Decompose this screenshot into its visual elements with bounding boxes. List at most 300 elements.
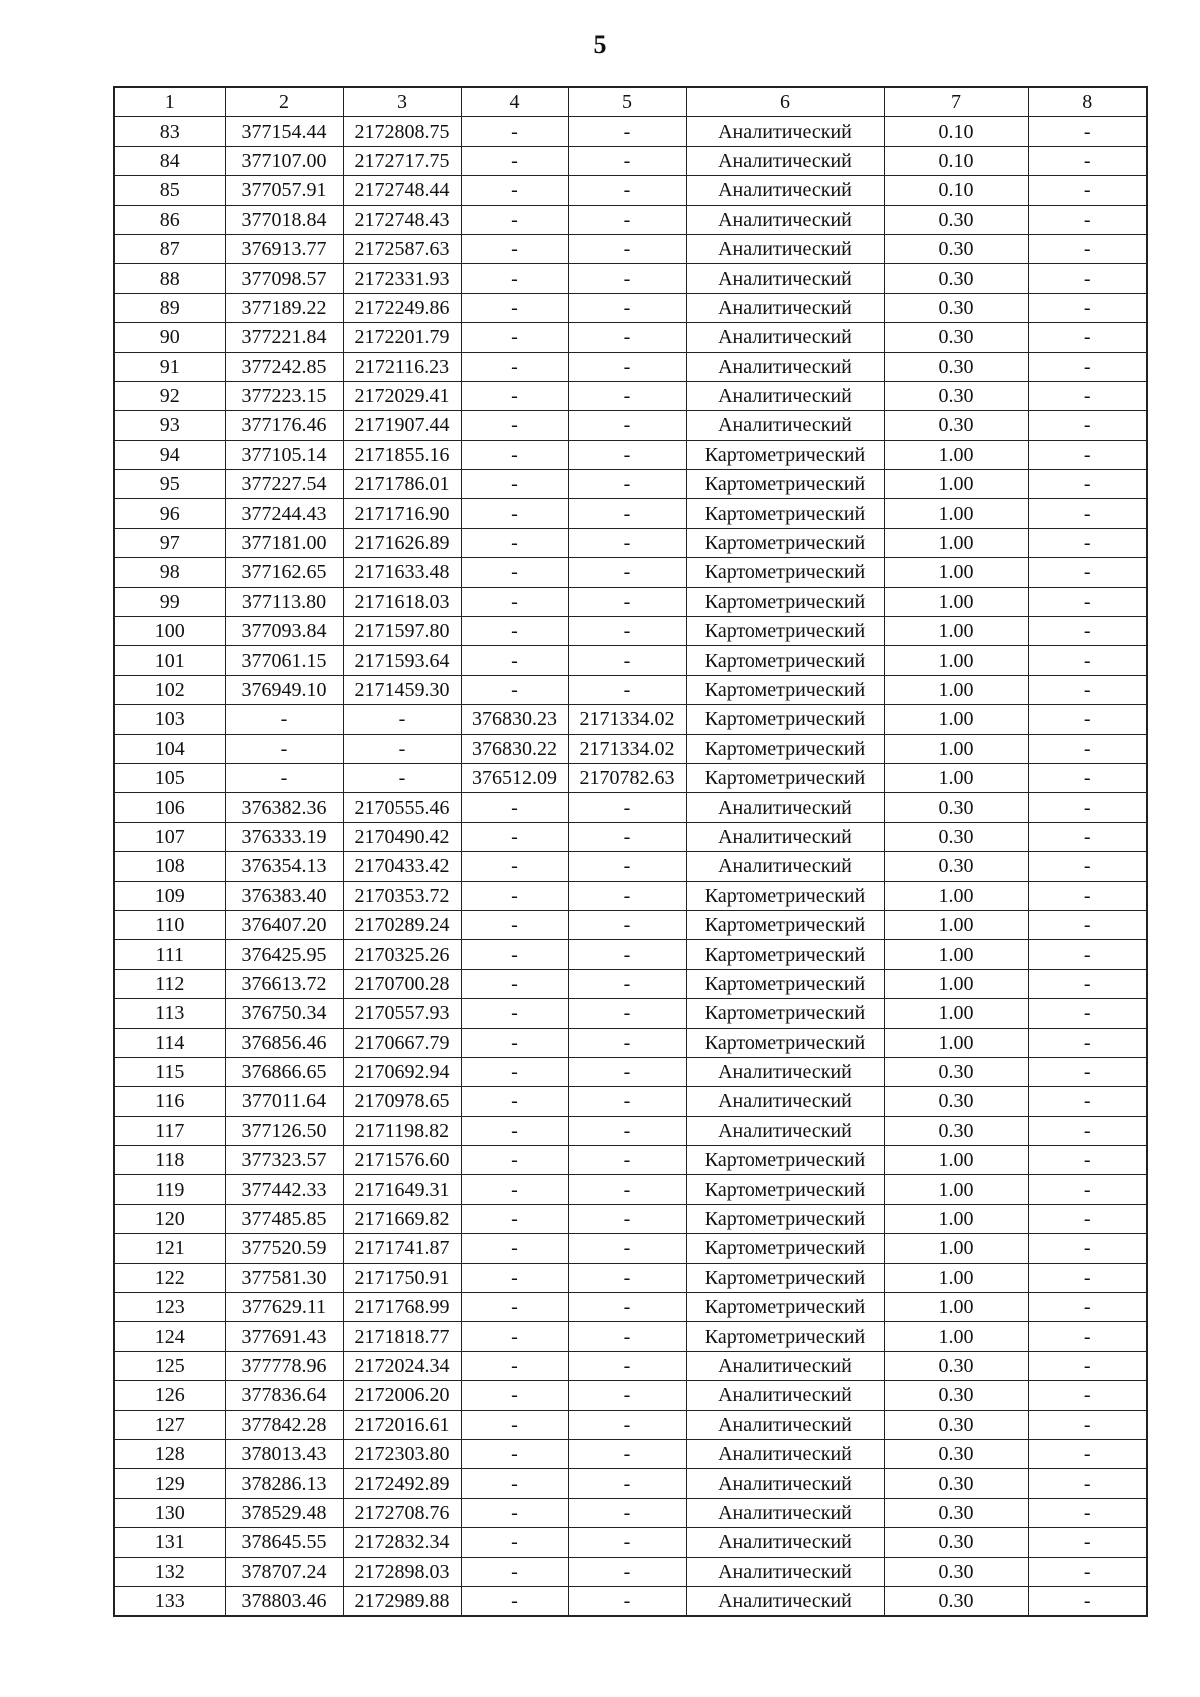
table-row xyxy=(114,852,1147,881)
precision-cell: 0.30 xyxy=(884,1116,1028,1145)
description-cell: - xyxy=(1028,910,1147,939)
point-number-cell: 128 xyxy=(114,1439,225,1468)
method-cell: Аналитический xyxy=(686,822,884,851)
y-coord-cell: 2171716.90 xyxy=(343,499,461,528)
column-header-1: 1 xyxy=(114,87,225,117)
x-alt-coord-cell: - xyxy=(461,852,568,881)
description-cell: - xyxy=(1028,1116,1147,1145)
precision-cell: 1.00 xyxy=(884,675,1028,704)
description-cell: - xyxy=(1028,1351,1147,1380)
description-cell: - xyxy=(1028,470,1147,499)
x-coord-cell: 377836.64 xyxy=(225,1381,343,1410)
table-row xyxy=(114,1528,1147,1557)
precision-cell: 1.00 xyxy=(884,1322,1028,1351)
y-alt-coord-cell: - xyxy=(568,470,686,499)
y-alt-coord-cell: - xyxy=(568,146,686,175)
y-alt-coord-cell: - xyxy=(568,969,686,998)
precision-cell: 1.00 xyxy=(884,470,1028,499)
method-cell: Картометрический xyxy=(686,1146,884,1175)
y-coord-cell: 2172898.03 xyxy=(343,1557,461,1586)
x-alt-coord-cell: - xyxy=(461,1351,568,1380)
precision-cell: 0.30 xyxy=(884,1498,1028,1527)
y-coord-cell: 2171459.30 xyxy=(343,675,461,704)
point-number-cell: 85 xyxy=(114,176,225,205)
precision-cell: 1.00 xyxy=(884,1204,1028,1233)
x-coord-cell: 376866.65 xyxy=(225,1057,343,1086)
point-number-cell: 125 xyxy=(114,1351,225,1380)
point-number-cell: 130 xyxy=(114,1498,225,1527)
table-row xyxy=(114,587,1147,616)
point-number-cell: 106 xyxy=(114,793,225,822)
y-coord-cell: 2170692.94 xyxy=(343,1057,461,1086)
point-number-cell: 133 xyxy=(114,1586,225,1616)
point-number-cell: 126 xyxy=(114,1381,225,1410)
table-row xyxy=(114,176,1147,205)
x-alt-coord-cell: - xyxy=(461,1234,568,1263)
point-number-cell: 83 xyxy=(114,117,225,146)
x-alt-coord-cell: 376830.22 xyxy=(461,734,568,763)
y-coord-cell: 2171633.48 xyxy=(343,558,461,587)
x-coord-cell: 376383.40 xyxy=(225,881,343,910)
method-cell: Аналитический xyxy=(686,852,884,881)
precision-cell: 1.00 xyxy=(884,440,1028,469)
table-row xyxy=(114,1293,1147,1322)
x-alt-coord-cell: - xyxy=(461,558,568,587)
y-alt-coord-cell: - xyxy=(568,323,686,352)
x-alt-coord-cell: - xyxy=(461,1116,568,1145)
point-number-cell: 98 xyxy=(114,558,225,587)
precision-cell: 1.00 xyxy=(884,1175,1028,1204)
table-row xyxy=(114,528,1147,557)
precision-cell: 0.30 xyxy=(884,1528,1028,1557)
y-coord-cell: 2170555.46 xyxy=(343,793,461,822)
x-coord-cell: 377105.14 xyxy=(225,440,343,469)
x-coord-cell: 377842.28 xyxy=(225,1410,343,1439)
point-number-cell: 90 xyxy=(114,323,225,352)
table-row xyxy=(114,440,1147,469)
x-alt-coord-cell: - xyxy=(461,1439,568,1468)
x-coord-cell: - xyxy=(225,705,343,734)
x-coord-cell: 376425.95 xyxy=(225,940,343,969)
x-coord-cell: 377691.43 xyxy=(225,1322,343,1351)
description-cell: - xyxy=(1028,234,1147,263)
point-number-cell: 109 xyxy=(114,881,225,910)
x-coord-cell: 377242.85 xyxy=(225,352,343,381)
point-number-cell: 92 xyxy=(114,381,225,410)
y-coord-cell: - xyxy=(343,734,461,763)
precision-cell: 0.30 xyxy=(884,1439,1028,1468)
y-coord-cell: 2170557.93 xyxy=(343,999,461,1028)
precision-cell: 1.00 xyxy=(884,1028,1028,1057)
table-row xyxy=(114,705,1147,734)
x-alt-coord-cell: - xyxy=(461,793,568,822)
description-cell: - xyxy=(1028,176,1147,205)
y-alt-coord-cell: - xyxy=(568,1116,686,1145)
method-cell: Аналитический xyxy=(686,1498,884,1527)
x-alt-coord-cell: - xyxy=(461,323,568,352)
x-coord-cell: 377485.85 xyxy=(225,1204,343,1233)
table-row xyxy=(114,910,1147,939)
method-cell: Картометрический xyxy=(686,999,884,1028)
description-cell: - xyxy=(1028,1146,1147,1175)
description-cell: - xyxy=(1028,1410,1147,1439)
y-alt-coord-cell: - xyxy=(568,1528,686,1557)
table-row xyxy=(114,1586,1147,1616)
x-coord-cell: 378286.13 xyxy=(225,1469,343,1498)
table-row xyxy=(114,352,1147,381)
method-cell: Аналитический xyxy=(686,146,884,175)
table-row xyxy=(114,617,1147,646)
point-number-cell: 89 xyxy=(114,293,225,322)
method-cell: Картометрический xyxy=(686,1293,884,1322)
table-row xyxy=(114,1351,1147,1380)
x-coord-cell: 377189.22 xyxy=(225,293,343,322)
table-row xyxy=(114,1116,1147,1145)
x-alt-coord-cell: - xyxy=(461,352,568,381)
table-row xyxy=(114,381,1147,410)
y-alt-coord-cell: - xyxy=(568,205,686,234)
y-coord-cell: 2172331.93 xyxy=(343,264,461,293)
x-coord-cell: - xyxy=(225,763,343,792)
precision-cell: 0.30 xyxy=(884,411,1028,440)
y-alt-coord-cell: - xyxy=(568,675,686,704)
point-number-cell: 121 xyxy=(114,1234,225,1263)
method-cell: Аналитический xyxy=(686,1557,884,1586)
x-alt-coord-cell: - xyxy=(461,1028,568,1057)
x-coord-cell: 377223.15 xyxy=(225,381,343,410)
y-coord-cell: 2170353.72 xyxy=(343,881,461,910)
method-cell: Картометрический xyxy=(686,910,884,939)
x-alt-coord-cell: - xyxy=(461,293,568,322)
y-coord-cell: - xyxy=(343,705,461,734)
x-coord-cell: - xyxy=(225,734,343,763)
description-cell: - xyxy=(1028,881,1147,910)
x-coord-cell: 377778.96 xyxy=(225,1351,343,1380)
y-alt-coord-cell: - xyxy=(568,587,686,616)
method-cell: Аналитический xyxy=(686,205,884,234)
x-coord-cell: 377093.84 xyxy=(225,617,343,646)
table-row xyxy=(114,734,1147,763)
y-alt-coord-cell: - xyxy=(568,499,686,528)
method-cell: Картометрический xyxy=(686,440,884,469)
x-coord-cell: 377176.46 xyxy=(225,411,343,440)
method-cell: Аналитический xyxy=(686,411,884,440)
x-coord-cell: 378707.24 xyxy=(225,1557,343,1586)
table-row xyxy=(114,411,1147,440)
precision-cell: 0.30 xyxy=(884,852,1028,881)
description-cell: - xyxy=(1028,1175,1147,1204)
x-alt-coord-cell: - xyxy=(461,969,568,998)
precision-cell: 0.30 xyxy=(884,1586,1028,1616)
precision-cell: 1.00 xyxy=(884,1234,1028,1263)
table-row xyxy=(114,499,1147,528)
description-cell: - xyxy=(1028,558,1147,587)
table-row xyxy=(114,822,1147,851)
y-coord-cell: 2170433.42 xyxy=(343,852,461,881)
table-row xyxy=(114,1146,1147,1175)
method-cell: Аналитический xyxy=(686,323,884,352)
y-alt-coord-cell: 2171334.02 xyxy=(568,734,686,763)
point-number-cell: 95 xyxy=(114,470,225,499)
x-coord-cell: 377227.54 xyxy=(225,470,343,499)
column-header-4: 4 xyxy=(461,87,568,117)
y-alt-coord-cell: - xyxy=(568,1410,686,1439)
x-coord-cell: 377442.33 xyxy=(225,1175,343,1204)
y-alt-coord-cell: - xyxy=(568,999,686,1028)
y-coord-cell: 2171597.80 xyxy=(343,617,461,646)
method-cell: Картометрический xyxy=(686,881,884,910)
y-alt-coord-cell: - xyxy=(568,1439,686,1468)
x-alt-coord-cell: - xyxy=(461,1557,568,1586)
y-coord-cell: 2172116.23 xyxy=(343,352,461,381)
y-coord-cell: 2172748.43 xyxy=(343,205,461,234)
method-cell: Картометрический xyxy=(686,617,884,646)
method-cell: Картометрический xyxy=(686,763,884,792)
x-alt-coord-cell: - xyxy=(461,440,568,469)
point-number-cell: 113 xyxy=(114,999,225,1028)
point-number-cell: 116 xyxy=(114,1087,225,1116)
description-cell: - xyxy=(1028,440,1147,469)
table-row xyxy=(114,1498,1147,1527)
point-number-cell: 100 xyxy=(114,617,225,646)
point-number-cell: 127 xyxy=(114,1410,225,1439)
x-coord-cell: 377162.65 xyxy=(225,558,343,587)
y-alt-coord-cell: - xyxy=(568,381,686,410)
table-row xyxy=(114,1234,1147,1263)
description-cell: - xyxy=(1028,323,1147,352)
y-coord-cell: 2172832.34 xyxy=(343,1528,461,1557)
point-number-cell: 103 xyxy=(114,705,225,734)
x-alt-coord-cell: - xyxy=(461,1204,568,1233)
table-row xyxy=(114,558,1147,587)
y-coord-cell: 2171626.89 xyxy=(343,528,461,557)
table-row xyxy=(114,1057,1147,1086)
precision-cell: 0.30 xyxy=(884,1057,1028,1086)
y-alt-coord-cell: - xyxy=(568,1234,686,1263)
y-coord-cell: 2170667.79 xyxy=(343,1028,461,1057)
y-alt-coord-cell: 2171334.02 xyxy=(568,705,686,734)
description-cell: - xyxy=(1028,1557,1147,1586)
precision-cell: 0.30 xyxy=(884,381,1028,410)
y-coord-cell: 2171818.77 xyxy=(343,1322,461,1351)
point-number-cell: 115 xyxy=(114,1057,225,1086)
point-number-cell: 132 xyxy=(114,1557,225,1586)
coordinates-table xyxy=(113,86,1148,1617)
x-alt-coord-cell: 376830.23 xyxy=(461,705,568,734)
point-number-cell: 120 xyxy=(114,1204,225,1233)
description-cell: - xyxy=(1028,705,1147,734)
description-cell: - xyxy=(1028,852,1147,881)
x-alt-coord-cell: - xyxy=(461,646,568,675)
x-coord-cell: 377629.11 xyxy=(225,1293,343,1322)
y-coord-cell: 2172201.79 xyxy=(343,323,461,352)
x-coord-cell: 378013.43 xyxy=(225,1439,343,1468)
x-coord-cell: 376750.34 xyxy=(225,999,343,1028)
precision-cell: 1.00 xyxy=(884,910,1028,939)
y-coord-cell: 2172024.34 xyxy=(343,1351,461,1380)
y-alt-coord-cell: - xyxy=(568,852,686,881)
y-coord-cell: 2172016.61 xyxy=(343,1410,461,1439)
x-alt-coord-cell: - xyxy=(461,1469,568,1498)
point-number-cell: 84 xyxy=(114,146,225,175)
y-alt-coord-cell: - xyxy=(568,176,686,205)
method-cell: Картометрический xyxy=(686,1263,884,1292)
table-row xyxy=(114,1263,1147,1292)
method-cell: Картометрический xyxy=(686,499,884,528)
y-alt-coord-cell: - xyxy=(568,1263,686,1292)
method-cell: Аналитический xyxy=(686,234,884,263)
method-cell: Картометрический xyxy=(686,1322,884,1351)
x-alt-coord-cell: - xyxy=(461,881,568,910)
method-cell: Аналитический xyxy=(686,1586,884,1616)
y-coord-cell: 2171669.82 xyxy=(343,1204,461,1233)
description-cell: - xyxy=(1028,1293,1147,1322)
precision-cell: 0.10 xyxy=(884,176,1028,205)
y-coord-cell: 2170289.24 xyxy=(343,910,461,939)
y-alt-coord-cell: - xyxy=(568,1469,686,1498)
y-coord-cell: 2171593.64 xyxy=(343,646,461,675)
x-coord-cell: 377098.57 xyxy=(225,264,343,293)
table-row xyxy=(114,205,1147,234)
x-alt-coord-cell: - xyxy=(461,176,568,205)
method-cell: Аналитический xyxy=(686,176,884,205)
description-cell: - xyxy=(1028,293,1147,322)
method-cell: Аналитический xyxy=(686,352,884,381)
x-alt-coord-cell: - xyxy=(461,1057,568,1086)
method-cell: Аналитический xyxy=(686,1469,884,1498)
description-cell: - xyxy=(1028,999,1147,1028)
precision-cell: 1.00 xyxy=(884,587,1028,616)
table-row xyxy=(114,117,1147,146)
x-alt-coord-cell: - xyxy=(461,999,568,1028)
y-coord-cell: 2172249.86 xyxy=(343,293,461,322)
x-alt-coord-cell: - xyxy=(461,470,568,499)
method-cell: Картометрический xyxy=(686,705,884,734)
point-number-cell: 105 xyxy=(114,763,225,792)
method-cell: Аналитический xyxy=(686,793,884,822)
y-coord-cell: 2171768.99 xyxy=(343,1293,461,1322)
point-number-cell: 86 xyxy=(114,205,225,234)
precision-cell: 0.10 xyxy=(884,146,1028,175)
table-row xyxy=(114,146,1147,175)
description-cell: - xyxy=(1028,617,1147,646)
table-row xyxy=(114,881,1147,910)
description-cell: - xyxy=(1028,117,1147,146)
description-cell: - xyxy=(1028,763,1147,792)
table-row xyxy=(114,470,1147,499)
table-row xyxy=(114,234,1147,263)
precision-cell: 0.10 xyxy=(884,117,1028,146)
precision-cell: 0.30 xyxy=(884,234,1028,263)
y-coord-cell: 2172492.89 xyxy=(343,1469,461,1498)
x-alt-coord-cell: - xyxy=(461,675,568,704)
y-coord-cell: 2172717.75 xyxy=(343,146,461,175)
description-cell: - xyxy=(1028,1469,1147,1498)
point-number-cell: 110 xyxy=(114,910,225,939)
precision-cell: 0.30 xyxy=(884,205,1028,234)
header-row xyxy=(114,87,1147,117)
x-alt-coord-cell: - xyxy=(461,1528,568,1557)
table-row xyxy=(114,1410,1147,1439)
y-alt-coord-cell: - xyxy=(568,264,686,293)
table-header xyxy=(114,87,1147,117)
y-coord-cell: 2172303.80 xyxy=(343,1439,461,1468)
point-number-cell: 112 xyxy=(114,969,225,998)
precision-cell: 1.00 xyxy=(884,1293,1028,1322)
description-cell: - xyxy=(1028,1498,1147,1527)
table-row xyxy=(114,1204,1147,1233)
table-row xyxy=(114,1439,1147,1468)
x-alt-coord-cell: - xyxy=(461,264,568,293)
precision-cell: 0.30 xyxy=(884,1557,1028,1586)
method-cell: Аналитический xyxy=(686,293,884,322)
method-cell: Аналитический xyxy=(686,1410,884,1439)
precision-cell: 1.00 xyxy=(884,1263,1028,1292)
method-cell: Картометрический xyxy=(686,734,884,763)
y-coord-cell: 2172029.41 xyxy=(343,381,461,410)
table-row xyxy=(114,1322,1147,1351)
y-alt-coord-cell: - xyxy=(568,881,686,910)
point-number-cell: 124 xyxy=(114,1322,225,1351)
y-alt-coord-cell: - xyxy=(568,234,686,263)
y-coord-cell: 2170490.42 xyxy=(343,822,461,851)
x-alt-coord-cell: - xyxy=(461,1322,568,1351)
description-cell: - xyxy=(1028,969,1147,998)
y-coord-cell: 2170978.65 xyxy=(343,1087,461,1116)
x-coord-cell: 377126.50 xyxy=(225,1116,343,1145)
description-cell: - xyxy=(1028,675,1147,704)
x-coord-cell: 377154.44 xyxy=(225,117,343,146)
x-coord-cell: 377244.43 xyxy=(225,499,343,528)
precision-cell: 1.00 xyxy=(884,999,1028,1028)
x-coord-cell: 377018.84 xyxy=(225,205,343,234)
description-cell: - xyxy=(1028,528,1147,557)
page-number: 5 xyxy=(593,30,607,59)
description-cell: - xyxy=(1028,793,1147,822)
x-alt-coord-cell: - xyxy=(461,234,568,263)
table-row xyxy=(114,323,1147,352)
precision-cell: 1.00 xyxy=(884,705,1028,734)
method-cell: Картометрический xyxy=(686,587,884,616)
point-number-cell: 88 xyxy=(114,264,225,293)
point-number-cell: 114 xyxy=(114,1028,225,1057)
x-coord-cell: 376949.10 xyxy=(225,675,343,704)
description-cell: - xyxy=(1028,205,1147,234)
method-cell: Аналитический xyxy=(686,381,884,410)
description-cell: - xyxy=(1028,1204,1147,1233)
method-cell: Картометрический xyxy=(686,646,884,675)
description-cell: - xyxy=(1028,1586,1147,1616)
y-coord-cell: 2171741.87 xyxy=(343,1234,461,1263)
y-coord-cell: 2172708.76 xyxy=(343,1498,461,1527)
x-alt-coord-cell: - xyxy=(461,587,568,616)
y-coord-cell: 2172989.88 xyxy=(343,1586,461,1616)
point-number-cell: 129 xyxy=(114,1469,225,1498)
precision-cell: 0.30 xyxy=(884,1087,1028,1116)
x-coord-cell: 378529.48 xyxy=(225,1498,343,1527)
table-row xyxy=(114,1557,1147,1586)
x-alt-coord-cell: - xyxy=(461,617,568,646)
description-cell: - xyxy=(1028,146,1147,175)
y-coord-cell: 2171649.31 xyxy=(343,1175,461,1204)
precision-cell: 1.00 xyxy=(884,499,1028,528)
point-number-cell: 91 xyxy=(114,352,225,381)
precision-cell: 1.00 xyxy=(884,617,1028,646)
x-alt-coord-cell: - xyxy=(461,1498,568,1527)
description-cell: - xyxy=(1028,352,1147,381)
description-cell: - xyxy=(1028,1528,1147,1557)
y-alt-coord-cell: - xyxy=(568,352,686,381)
